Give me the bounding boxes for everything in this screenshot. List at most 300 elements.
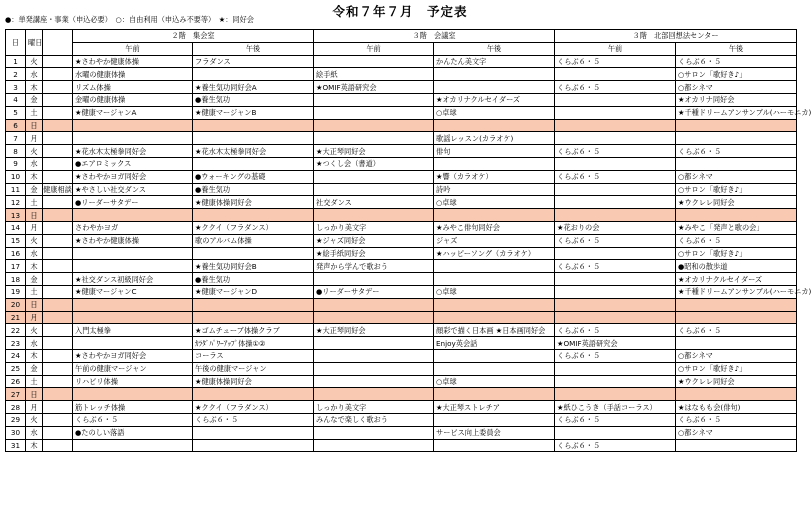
am-header: 午前	[555, 42, 676, 55]
note-cell	[43, 55, 73, 68]
slot-hall-pm: ★ククイ（フラダンス）	[193, 221, 314, 234]
weekday-cell: 火	[26, 324, 43, 337]
slot-meeting-am: しっかり美文字	[314, 401, 434, 414]
slot-reminiscence-pm: ○サロン「歌好き♪」	[676, 183, 797, 196]
weekday-cell: 日	[26, 298, 43, 311]
slot-hall-am: ★花水木太極拳同好会	[73, 145, 193, 158]
slot-hall-pm	[193, 247, 314, 260]
slot-meeting-pm	[434, 298, 555, 311]
day-cell: 4	[6, 93, 26, 106]
note-cell	[43, 311, 73, 324]
day-cell: 26	[6, 375, 26, 388]
note-cell	[43, 362, 73, 375]
day-cell: 17	[6, 260, 26, 273]
slot-reminiscence-am: くらぶ６・５	[555, 324, 676, 337]
weekday-cell: 月	[26, 311, 43, 324]
slot-reminiscence-am	[555, 362, 676, 375]
slot-meeting-am: 社交ダンス	[314, 196, 434, 209]
slot-hall-pm: ｶﾗﾀﾞﾊﾟﾜｰｱｯﾌﾟ体操①②	[193, 337, 314, 350]
legend: ●：単発講座・事業（申込必要） ○：自由利用（申込み不要等） ★：同好会	[5, 15, 254, 24]
slot-reminiscence-pm: ★ウクレレ同好会	[676, 375, 797, 388]
weekday-cell: 土	[26, 106, 43, 119]
weekday-cell: 金	[26, 362, 43, 375]
slot-meeting-pm	[434, 362, 555, 375]
slot-reminiscence-pm: ★千種ドリームアンサンブル(ハーモニカ)	[676, 285, 797, 298]
day-cell: 9	[6, 157, 26, 170]
note-cell	[43, 170, 73, 183]
weekday-cell: 木	[26, 439, 43, 452]
slot-meeting-pm: ★大正琴ストレチア	[434, 401, 555, 414]
slot-hall-am: ●リーダーサタデー	[73, 196, 193, 209]
slot-reminiscence-am	[555, 247, 676, 260]
slot-meeting-am	[314, 132, 434, 145]
slot-meeting-pm	[434, 119, 555, 132]
weekday-cell: 月	[26, 401, 43, 414]
slot-hall-pm: コーラス	[193, 349, 314, 362]
slot-reminiscence-am: ★紙ひこうき（手話コーラス）	[555, 401, 676, 414]
slot-hall-am	[73, 119, 193, 132]
slot-hall-pm: ★養生気功同好会A	[193, 81, 314, 94]
slot-hall-pm	[193, 68, 314, 81]
schedule-body	[6, 55, 811, 452]
slot-hall-am	[73, 247, 193, 260]
table-row	[6, 106, 797, 119]
day-cell: 11	[6, 183, 26, 196]
slot-reminiscence-am	[555, 196, 676, 209]
slot-reminiscence-pm: ●昭和の散歩道	[676, 260, 797, 273]
slot-meeting-am: ★大正琴同好会	[314, 145, 434, 158]
slot-hall-am	[73, 132, 193, 145]
note-cell	[43, 413, 73, 426]
note-cell	[43, 132, 73, 145]
slot-reminiscence-am: くらぶ６・５	[555, 234, 676, 247]
table-row	[6, 426, 797, 439]
weekday-cell: 月	[26, 221, 43, 234]
slot-reminiscence-pm	[676, 337, 797, 350]
table-row	[6, 337, 797, 350]
weekday-cell: 木	[26, 170, 43, 183]
slot-meeting-am	[314, 388, 434, 401]
slot-meeting-am	[314, 55, 434, 68]
table-row	[6, 55, 797, 68]
slot-meeting-am	[314, 375, 434, 388]
slot-meeting-pm: ★オカリナクルセイダーズ	[434, 93, 555, 106]
schedule-table	[5, 29, 811, 452]
slot-meeting-pm: ○卓球	[434, 375, 555, 388]
slot-reminiscence-pm	[676, 157, 797, 170]
table-row	[6, 311, 797, 324]
weekday-cell: 日	[26, 119, 43, 132]
weekday-cell: 日	[26, 209, 43, 222]
slot-meeting-pm	[434, 349, 555, 362]
slot-meeting-am: 絵手紙	[314, 68, 434, 81]
slot-reminiscence-am: くらぶ６・５	[555, 81, 676, 94]
slot-hall-am	[73, 209, 193, 222]
slot-meeting-pm	[434, 68, 555, 81]
header-row-rooms	[6, 30, 797, 43]
slot-hall-pm: ★ゴムチューブ体操クラブ	[193, 324, 314, 337]
slot-meeting-pm	[434, 81, 555, 94]
slot-meeting-pm: サービス向上委員会	[434, 426, 555, 439]
slot-meeting-pm: ○卓球	[434, 285, 555, 298]
slot-hall-pm	[193, 119, 314, 132]
slot-meeting-pm: ★響（カラオケ）	[434, 170, 555, 183]
slot-meeting-pm: 顔彩で描く日本画 ★日本画同好会	[434, 324, 555, 337]
slot-hall-am	[73, 388, 193, 401]
slot-meeting-pm: ジャズ	[434, 234, 555, 247]
slot-meeting-am: みんなで楽しく歌おう	[314, 413, 434, 426]
slot-reminiscence-pm: ★はなもも会(俳句)	[676, 401, 797, 414]
note-cell	[43, 81, 73, 94]
slot-hall-pm	[193, 426, 314, 439]
slot-reminiscence-pm: くらぶ６・５	[676, 145, 797, 158]
slot-meeting-am: ★ジャズ同好会	[314, 234, 434, 247]
day-cell: 27	[6, 388, 26, 401]
slot-hall-am: ★さわやかヨガ同好会	[73, 170, 193, 183]
note-cell	[43, 145, 73, 158]
day-cell: 1	[6, 55, 26, 68]
note-cell	[43, 106, 73, 119]
slot-hall-pm: ●養生気功	[193, 183, 314, 196]
slot-meeting-pm: ○卓球	[434, 106, 555, 119]
slot-hall-am	[73, 439, 193, 452]
note-cell: 健康相談	[43, 184, 72, 194]
day-cell: 22	[6, 324, 26, 337]
day-cell: 16	[6, 247, 26, 260]
table-row	[6, 375, 797, 388]
table-row	[6, 209, 797, 222]
slot-meeting-am	[314, 106, 434, 119]
slot-meeting-pm	[434, 273, 555, 286]
note-cell	[43, 234, 73, 247]
slot-reminiscence-am: くらぶ６・５	[555, 349, 676, 362]
slot-hall-am: さわやかヨガ	[73, 221, 193, 234]
weekday-cell: 水	[26, 337, 43, 350]
slot-hall-pm: 歌のアルバム体操	[193, 234, 314, 247]
am-header: 午前	[314, 42, 434, 55]
table-row	[6, 413, 797, 426]
slot-meeting-pm: ★みやこ俳句同好会	[434, 221, 555, 234]
slot-hall-am: リズム体操	[73, 81, 193, 94]
weekday-cell: 水	[26, 247, 43, 260]
room-header-3f-meeting: ３階 会議室	[314, 30, 555, 43]
slot-hall-pm	[193, 311, 314, 324]
slot-hall-am: ★さわやか健康体操	[73, 234, 193, 247]
slot-reminiscence-am: くらぶ６・５	[555, 170, 676, 183]
slot-reminiscence-pm	[676, 298, 797, 311]
table-row	[6, 81, 797, 94]
slot-hall-pm	[193, 439, 314, 452]
slot-reminiscence-pm	[676, 439, 797, 452]
slot-hall-am: リハビリ体操	[73, 375, 193, 388]
slot-meeting-am	[314, 337, 434, 350]
slot-hall-pm	[193, 132, 314, 145]
slot-reminiscence-am: くらぶ６・５	[555, 145, 676, 158]
slot-meeting-pm	[434, 439, 555, 452]
day-cell: 19	[6, 285, 26, 298]
slot-reminiscence-am	[555, 426, 676, 439]
day-header: 日	[6, 30, 26, 56]
weekday-cell: 木	[26, 260, 43, 273]
slot-meeting-am: ★OMIF英語研究会	[314, 81, 434, 94]
slot-reminiscence-am	[555, 285, 676, 298]
table-row	[6, 93, 797, 106]
slot-reminiscence-pm: くらぶ６・５	[676, 234, 797, 247]
weekday-cell: 日	[26, 388, 43, 401]
slot-reminiscence-am	[555, 273, 676, 286]
table-row	[6, 183, 797, 196]
slot-meeting-pm: 詩吟	[434, 183, 555, 196]
note-cell	[43, 247, 73, 260]
slot-hall-am: ★健康マージャンA	[73, 106, 193, 119]
slot-hall-pm: ★花水木太極拳同好会	[193, 145, 314, 158]
note-cell	[43, 426, 73, 439]
weekday-cell: 火	[26, 145, 43, 158]
slot-hall-am: ★健康マージャンC	[73, 285, 193, 298]
table-row	[6, 196, 797, 209]
slot-reminiscence-am	[555, 298, 676, 311]
slot-meeting-am: ★つくし会（書道）	[314, 157, 434, 170]
day-cell: 7	[6, 132, 26, 145]
slot-reminiscence-am	[555, 375, 676, 388]
slot-meeting-am: しっかり美文字	[314, 221, 434, 234]
weekday-cell: 水	[26, 157, 43, 170]
table-row	[6, 145, 797, 158]
slot-reminiscence-am: くらぶ６・５	[555, 55, 676, 68]
note-cell	[43, 388, 73, 401]
slot-reminiscence-pm: ★ウクレレ同好会	[676, 196, 797, 209]
slot-hall-am: ★さわやか健康体操	[73, 55, 193, 68]
weekday-cell: 土	[26, 285, 43, 298]
day-cell: 21	[6, 311, 26, 324]
day-cell: 6	[6, 119, 26, 132]
slot-meeting-pm: 俳句	[434, 145, 555, 158]
slot-meeting-pm: 歌謡レッスン(カラオケ)	[434, 132, 555, 145]
slot-reminiscence-pm	[676, 132, 797, 145]
day-cell: 2	[6, 68, 26, 81]
slot-meeting-am	[314, 119, 434, 132]
note-cell	[43, 119, 73, 132]
slot-meeting-am	[314, 349, 434, 362]
slot-reminiscence-pm	[676, 388, 797, 401]
slot-meeting-pm	[434, 209, 555, 222]
slot-reminiscence-pm: ★みやこ「発声と歌の会」	[676, 221, 797, 234]
table-row	[6, 401, 797, 414]
slot-hall-pm	[193, 298, 314, 311]
note-cell	[43, 209, 73, 222]
slot-reminiscence-pm: ○都シネマ	[676, 349, 797, 362]
slot-reminiscence-am: ★花おりの会	[555, 221, 676, 234]
note-header	[43, 30, 73, 56]
slot-reminiscence-pm	[676, 311, 797, 324]
weekday-header: 曜日	[26, 30, 43, 56]
slot-meeting-am: ●リーダーサタデー	[314, 285, 434, 298]
day-cell: 10	[6, 170, 26, 183]
table-row	[6, 362, 797, 375]
table-row	[6, 234, 797, 247]
note-cell	[43, 349, 73, 362]
slot-hall-pm: ★健康体操同好会	[193, 375, 314, 388]
slot-hall-am: 入門太極拳	[73, 324, 193, 337]
day-cell: 18	[6, 273, 26, 286]
table-row	[6, 247, 797, 260]
slot-hall-am: 筋トレッチ体操	[73, 401, 193, 414]
table-row	[6, 132, 797, 145]
day-cell: 23	[6, 337, 26, 350]
day-cell: 20	[6, 298, 26, 311]
slot-reminiscence-pm: ★オカリナクルセイダーズ	[676, 273, 797, 286]
table-row	[6, 170, 797, 183]
slot-meeting-am	[314, 170, 434, 183]
table-row	[6, 119, 797, 132]
room-header-3f-reminiscence: ３階 北部回想法センター	[555, 30, 797, 43]
slot-meeting-pm	[434, 157, 555, 170]
table-row	[6, 221, 797, 234]
slot-meeting-pm	[434, 413, 555, 426]
slot-hall-am: 水曜の健康体操	[73, 68, 193, 81]
slot-hall-pm: ●ウォーキングの基礎	[193, 170, 314, 183]
day-cell: 28	[6, 401, 26, 414]
slot-hall-am: ●エアロミックス	[73, 157, 193, 170]
slot-meeting-am	[314, 93, 434, 106]
weekday-cell: 火	[26, 234, 43, 247]
slot-meeting-am: ★絵手紙同好会	[314, 247, 434, 260]
weekday-cell: 金	[26, 183, 43, 196]
weekday-cell: 金	[26, 93, 43, 106]
slot-meeting-am	[314, 426, 434, 439]
slot-hall-am: 午前の健康マージャン	[73, 362, 193, 375]
slot-reminiscence-pm: ○都シネマ	[676, 426, 797, 439]
table-row	[6, 285, 797, 298]
note-cell	[43, 260, 73, 273]
weekday-cell: 木	[26, 81, 43, 94]
weekday-cell: 金	[26, 273, 43, 286]
pm-header: 午後	[193, 42, 314, 55]
slot-meeting-am	[314, 273, 434, 286]
slot-hall-am	[73, 260, 193, 273]
table-row	[6, 68, 797, 81]
slot-reminiscence-pm: くらぶ６・５	[676, 55, 797, 68]
slot-hall-pm: フラダンス	[193, 55, 314, 68]
room-header-2f-hall: ２階 集会室	[73, 30, 314, 43]
day-cell: 12	[6, 196, 26, 209]
note-cell	[43, 337, 73, 350]
day-cell: 31	[6, 439, 26, 452]
table-row	[6, 324, 797, 337]
note-cell	[43, 401, 73, 414]
note-cell	[43, 285, 73, 298]
slot-meeting-pm: Enjoy英会話	[434, 337, 555, 350]
note-cell	[43, 375, 73, 388]
slot-hall-pm: ★ククイ（フラダンス）	[193, 401, 314, 414]
table-row	[6, 439, 797, 452]
slot-hall-am: 金曜の健康体操	[73, 93, 193, 106]
slot-meeting-am	[314, 183, 434, 196]
slot-meeting-pm: ★ハッピーソング（カラオケ）	[434, 247, 555, 260]
slot-meeting-am	[314, 311, 434, 324]
slot-reminiscence-am	[555, 388, 676, 401]
slot-hall-pm	[193, 209, 314, 222]
slot-reminiscence-am	[555, 183, 676, 196]
table-row	[6, 298, 797, 311]
note-cell	[43, 157, 73, 170]
slot-reminiscence-pm: くらぶ６・５	[676, 413, 797, 426]
page-title: 令和７年７月 予定表	[332, 4, 468, 19]
slot-reminiscence-am	[555, 106, 676, 119]
day-cell: 13	[6, 209, 26, 222]
slot-hall-pm	[193, 157, 314, 170]
weekday-cell: 水	[26, 426, 43, 439]
day-cell: 14	[6, 221, 26, 234]
weekday-cell: 月	[26, 132, 43, 145]
slot-hall-am: ●たのしい落語	[73, 426, 193, 439]
day-cell: 3	[6, 81, 26, 94]
note-cell	[43, 221, 73, 234]
note-cell	[43, 439, 73, 452]
slot-reminiscence-pm: くらぶ６・５	[676, 324, 797, 337]
day-cell: 25	[6, 362, 26, 375]
slot-hall-pm: ●養生気功	[193, 93, 314, 106]
slot-reminiscence-pm: ○サロン「歌好き♪」	[676, 247, 797, 260]
slot-reminiscence-am	[555, 209, 676, 222]
slot-reminiscence-am	[555, 93, 676, 106]
slot-hall-am	[73, 298, 193, 311]
slot-meeting-am: 発声から学んで歌おう	[314, 260, 434, 273]
weekday-cell: 木	[26, 349, 43, 362]
weekday-cell: 土	[26, 196, 43, 209]
note-cell	[43, 324, 73, 337]
weekday-cell: 土	[26, 375, 43, 388]
day-cell: 24	[6, 349, 26, 362]
table-row	[6, 349, 797, 362]
pm-header: 午後	[676, 42, 797, 55]
slot-meeting-am	[314, 362, 434, 375]
slot-reminiscence-am: くらぶ６・５	[555, 260, 676, 273]
slot-reminiscence-pm	[676, 119, 797, 132]
day-cell: 15	[6, 234, 26, 247]
slot-reminiscence-am	[555, 68, 676, 81]
day-cell: 29	[6, 413, 26, 426]
slot-hall-pm: ★健康マージャンD	[193, 285, 314, 298]
day-cell: 5	[6, 106, 26, 119]
slot-reminiscence-pm: ○サロン「歌好き♪」	[676, 362, 797, 375]
slot-hall-pm: ★健康マージャンB	[193, 106, 314, 119]
slot-meeting-pm	[434, 311, 555, 324]
slot-meeting-pm	[434, 260, 555, 273]
day-cell: 30	[6, 426, 26, 439]
slot-reminiscence-pm: ★千種ドリームアンサンブル(ハーモニカ)	[676, 106, 797, 119]
slot-hall-am: ★やさしい社交ダンス	[73, 183, 193, 196]
slot-reminiscence-am	[555, 311, 676, 324]
slot-meeting-pm: かんたん美文字	[434, 55, 555, 68]
slot-hall-pm	[193, 388, 314, 401]
weekday-cell: 火	[26, 55, 43, 68]
weekday-cell: 火	[26, 413, 43, 426]
slot-hall-am: くらぶ６・５	[73, 413, 193, 426]
slot-meeting-am	[314, 209, 434, 222]
slot-hall-pm: ★健康体操同好会	[193, 196, 314, 209]
slot-reminiscence-am: くらぶ６・５	[555, 413, 676, 426]
slot-meeting-am	[314, 439, 434, 452]
table-row	[6, 388, 797, 401]
slot-reminiscence-am	[555, 132, 676, 145]
slot-meeting-pm: ○卓球	[434, 196, 555, 209]
slot-reminiscence-pm	[676, 209, 797, 222]
slot-hall-pm: 午後の健康マージャン	[193, 362, 314, 375]
note-cell	[43, 68, 73, 81]
table-row	[6, 273, 797, 286]
table-row	[6, 157, 797, 170]
